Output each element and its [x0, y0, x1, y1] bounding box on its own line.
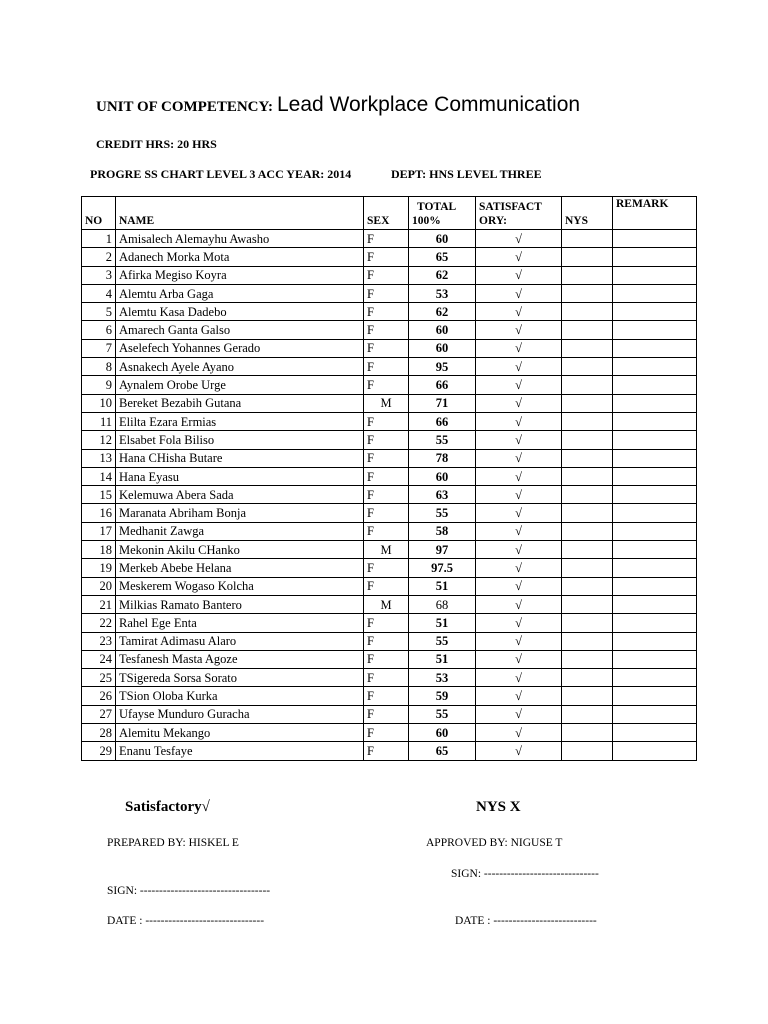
row-sex: F	[364, 559, 409, 577]
row-name: Aselefech Yohannes Gerado	[116, 339, 364, 357]
col-satisfactory	[476, 197, 562, 230]
row-satisfactory: √	[476, 431, 562, 449]
row-total: 66	[409, 376, 476, 394]
row-remark	[613, 376, 697, 394]
row-sex: F	[364, 522, 409, 540]
row-name: Aynalem Orobe Urge	[116, 376, 364, 394]
row-satisfactory: √	[476, 339, 562, 357]
row-satisfactory: √	[476, 266, 562, 284]
row-satisfactory: √	[476, 724, 562, 742]
row-remark	[613, 522, 697, 540]
legend-nys-label: NYS	[476, 799, 507, 815]
row-no: 20	[82, 577, 116, 595]
col-sat-line2: ORY:	[479, 215, 507, 227]
row-sex: F	[364, 230, 409, 248]
row-remark	[613, 321, 697, 339]
row-remark	[613, 504, 697, 522]
row-no: 4	[82, 284, 116, 302]
row-remark	[613, 559, 697, 577]
row-total: 60	[409, 467, 476, 485]
row-satisfactory: √	[476, 559, 562, 577]
row-name: Elsabet Fola Biliso	[116, 431, 364, 449]
row-total: 51	[409, 577, 476, 595]
row-sex: F	[364, 266, 409, 284]
row-name: Tesfanesh Masta Agoze	[116, 650, 364, 668]
row-no: 27	[82, 705, 116, 723]
row-no: 11	[82, 412, 116, 430]
sign-left: SIGN: ----------------------------------	[107, 885, 271, 897]
row-nys	[562, 376, 613, 394]
row-name: Afirka Megiso Koyra	[116, 266, 364, 284]
row-no: 8	[82, 358, 116, 376]
legend-satisfactory: Satisfactory√	[125, 799, 210, 815]
row-total: 55	[409, 504, 476, 522]
row-name: Adanech Morka Mota	[116, 248, 364, 266]
row-sex: M	[364, 595, 409, 613]
row-remark	[613, 595, 697, 613]
row-sex: F	[364, 504, 409, 522]
approved-by: APPROVED BY: NIGUSE T	[426, 837, 563, 849]
row-sex: F	[364, 284, 409, 302]
row-remark	[613, 614, 697, 632]
row-satisfactory: √	[476, 669, 562, 687]
table-row	[82, 541, 697, 559]
row-remark	[613, 742, 697, 760]
row-satisfactory: √	[476, 595, 562, 613]
row-satisfactory: √	[476, 248, 562, 266]
row-satisfactory: √	[476, 504, 562, 522]
row-satisfactory: √	[476, 614, 562, 632]
col-no: NO	[82, 197, 116, 230]
table-row	[82, 504, 697, 522]
row-satisfactory: √	[476, 486, 562, 504]
unit-of-competency	[96, 93, 580, 117]
row-satisfactory: √	[476, 541, 562, 559]
row-no: 21	[82, 595, 116, 613]
row-remark	[613, 431, 697, 449]
row-sex: F	[364, 321, 409, 339]
row-total: 60	[409, 230, 476, 248]
row-total: 60	[409, 724, 476, 742]
row-nys	[562, 559, 613, 577]
row-total: 53	[409, 669, 476, 687]
row-nys	[562, 394, 613, 412]
row-name: Hana Eyasu	[116, 467, 364, 485]
row-satisfactory: √	[476, 650, 562, 668]
row-name: Rahel Ege Enta	[116, 614, 364, 632]
row-sex: F	[364, 632, 409, 650]
row-name: Maranata Abriham Bonja	[116, 504, 364, 522]
col-sex: SEX	[364, 197, 409, 230]
table-row	[82, 687, 697, 705]
row-remark	[613, 284, 697, 302]
row-total: 65	[409, 248, 476, 266]
row-remark	[613, 577, 697, 595]
row-no: 10	[82, 394, 116, 412]
row-nys	[562, 522, 613, 540]
row-no: 5	[82, 303, 116, 321]
row-remark	[613, 541, 697, 559]
row-total: 53	[409, 284, 476, 302]
row-nys	[562, 358, 613, 376]
row-remark	[613, 266, 697, 284]
row-total: 97.5	[409, 559, 476, 577]
row-name: Elilta Ezara Ermias	[116, 412, 364, 430]
row-remark	[613, 669, 697, 687]
table-row	[82, 266, 697, 284]
row-satisfactory: √	[476, 376, 562, 394]
department-line: DEPT: HNS LEVEL THREE	[391, 167, 542, 181]
row-nys	[562, 742, 613, 760]
row-sex: F	[364, 650, 409, 668]
row-sex: F	[364, 248, 409, 266]
row-name: Kelemuwa Abera Sada	[116, 486, 364, 504]
date-right: DATE : ---------------------------	[455, 915, 597, 927]
row-total: 95	[409, 358, 476, 376]
legend-nys-mark: X	[509, 799, 521, 815]
table-row	[82, 321, 697, 339]
row-no: 18	[82, 541, 116, 559]
legend-nys	[476, 799, 521, 816]
row-nys	[562, 412, 613, 430]
row-name: TSigereda Sorsa Sorato	[116, 669, 364, 687]
row-total: 71	[409, 394, 476, 412]
row-no: 29	[82, 742, 116, 760]
row-nys	[562, 687, 613, 705]
table-row	[82, 394, 697, 412]
row-total: 51	[409, 650, 476, 668]
row-name: Milkias Ramato Bantero	[116, 595, 364, 613]
row-remark	[613, 339, 697, 357]
table-row	[82, 376, 697, 394]
row-name: Amarech Ganta Galso	[116, 321, 364, 339]
row-satisfactory: √	[476, 321, 562, 339]
progress-table	[81, 196, 697, 761]
row-name: Medhanit Zawga	[116, 522, 364, 540]
table-row	[82, 705, 697, 723]
row-total: 51	[409, 614, 476, 632]
row-sex: F	[364, 412, 409, 430]
table-row	[82, 614, 697, 632]
table-row	[82, 248, 697, 266]
table-row	[82, 632, 697, 650]
row-name: Meskerem Wogaso Kolcha	[116, 577, 364, 595]
table-row	[82, 230, 697, 248]
row-no: 3	[82, 266, 116, 284]
row-no: 16	[82, 504, 116, 522]
row-nys	[562, 541, 613, 559]
row-total: 63	[409, 486, 476, 504]
row-nys	[562, 467, 613, 485]
row-sex: F	[364, 614, 409, 632]
row-nys	[562, 705, 613, 723]
row-total: 55	[409, 431, 476, 449]
table-row	[82, 559, 697, 577]
table-row	[82, 449, 697, 467]
row-nys	[562, 724, 613, 742]
table-row	[82, 595, 697, 613]
row-satisfactory: √	[476, 705, 562, 723]
row-nys	[562, 248, 613, 266]
unit-label: UNIT OF COMPETENCY:	[96, 99, 273, 115]
row-name: TSion Oloba Kurka	[116, 687, 364, 705]
row-remark	[613, 687, 697, 705]
row-no: 28	[82, 724, 116, 742]
row-sex: F	[364, 577, 409, 595]
table-row	[82, 467, 697, 485]
table-row	[82, 431, 697, 449]
unit-name: Lead Workplace Communication	[276, 93, 581, 116]
row-remark	[613, 394, 697, 412]
row-remark	[613, 303, 697, 321]
row-nys	[562, 303, 613, 321]
row-no: 25	[82, 669, 116, 687]
row-sex: F	[364, 724, 409, 742]
table-row	[82, 412, 697, 430]
progress-chart-line: PROGRE SS CHART LEVEL 3 ACC YEAR: 2014	[90, 167, 352, 181]
row-nys	[562, 266, 613, 284]
row-sex: F	[364, 358, 409, 376]
row-name: Asnakech Ayele Ayano	[116, 358, 364, 376]
row-name: Alemitu Mekango	[116, 724, 364, 742]
row-total: 97	[409, 541, 476, 559]
row-nys	[562, 230, 613, 248]
row-remark	[613, 724, 697, 742]
row-name: Alemtu Kasa Dadebo	[116, 303, 364, 321]
row-total: 60	[409, 321, 476, 339]
col-remark: REMARK	[613, 197, 697, 230]
table-row	[82, 358, 697, 376]
table-row	[82, 742, 697, 760]
row-satisfactory: √	[476, 577, 562, 595]
table-row	[82, 669, 697, 687]
row-total: 78	[409, 449, 476, 467]
row-no: 12	[82, 431, 116, 449]
row-remark	[613, 412, 697, 430]
col-nys: NYS	[562, 197, 613, 230]
table-row	[82, 303, 697, 321]
prepared-by: PREPARED BY: HISKEL E	[107, 837, 239, 849]
row-satisfactory: √	[476, 412, 562, 430]
row-nys	[562, 595, 613, 613]
row-no: 13	[82, 449, 116, 467]
row-no: 24	[82, 650, 116, 668]
row-no: 22	[82, 614, 116, 632]
row-total: 65	[409, 742, 476, 760]
row-sex: F	[364, 449, 409, 467]
row-sex: F	[364, 669, 409, 687]
row-name: Bereket Bezabih Gutana	[116, 394, 364, 412]
row-satisfactory: √	[476, 687, 562, 705]
row-total: 62	[409, 303, 476, 321]
col-total-line1: TOTAL	[417, 201, 457, 213]
row-name: Enanu Tesfaye	[116, 742, 364, 760]
row-sex: F	[364, 339, 409, 357]
table-row	[82, 284, 697, 302]
row-nys	[562, 486, 613, 504]
row-sex: M	[364, 394, 409, 412]
col-total-line2: 100%	[412, 215, 441, 227]
row-sex: F	[364, 303, 409, 321]
table-row	[82, 724, 697, 742]
date-left: DATE : -------------------------------	[107, 915, 265, 927]
row-name: Ufayse Munduro Guracha	[116, 705, 364, 723]
row-satisfactory: √	[476, 449, 562, 467]
row-remark	[613, 486, 697, 504]
row-nys	[562, 669, 613, 687]
row-name: Hana CHisha Butare	[116, 449, 364, 467]
row-nys	[562, 614, 613, 632]
row-nys	[562, 284, 613, 302]
row-satisfactory: √	[476, 394, 562, 412]
row-satisfactory: √	[476, 303, 562, 321]
row-satisfactory: √	[476, 522, 562, 540]
table-row	[82, 522, 697, 540]
row-total: 66	[409, 412, 476, 430]
row-satisfactory: √	[476, 742, 562, 760]
row-total: 55	[409, 705, 476, 723]
sign-right: SIGN: ------------------------------	[451, 868, 599, 880]
row-remark	[613, 650, 697, 668]
row-nys	[562, 504, 613, 522]
row-sex: F	[364, 486, 409, 504]
row-remark	[613, 230, 697, 248]
col-sat-line1: SATISFACT	[479, 201, 542, 213]
row-nys	[562, 577, 613, 595]
table-row	[82, 339, 697, 357]
row-no: 17	[82, 522, 116, 540]
row-name: Tamirat Adimasu Alaro	[116, 632, 364, 650]
row-no: 1	[82, 230, 116, 248]
row-no: 2	[82, 248, 116, 266]
row-total: 55	[409, 632, 476, 650]
row-name: Mekonin Akilu CHanko	[116, 541, 364, 559]
row-satisfactory: √	[476, 467, 562, 485]
table-header-row	[82, 197, 697, 230]
row-no: 19	[82, 559, 116, 577]
col-total	[409, 197, 476, 230]
row-remark	[613, 358, 697, 376]
row-nys	[562, 449, 613, 467]
row-no: 15	[82, 486, 116, 504]
row-no: 9	[82, 376, 116, 394]
row-name: Alemtu Arba Gaga	[116, 284, 364, 302]
row-total: 62	[409, 266, 476, 284]
row-satisfactory: √	[476, 358, 562, 376]
row-no: 14	[82, 467, 116, 485]
row-no: 7	[82, 339, 116, 357]
row-remark	[613, 467, 697, 485]
row-satisfactory: √	[476, 284, 562, 302]
row-satisfactory: √	[476, 632, 562, 650]
table-row	[82, 650, 697, 668]
row-name: Amisalech Alemayhu Awasho	[116, 230, 364, 248]
row-sex: M	[364, 541, 409, 559]
row-sex: F	[364, 376, 409, 394]
table-row	[82, 577, 697, 595]
row-no: 26	[82, 687, 116, 705]
row-no: 23	[82, 632, 116, 650]
col-name: NAME	[116, 197, 364, 230]
row-sex: F	[364, 742, 409, 760]
row-total: 58	[409, 522, 476, 540]
table-row	[82, 486, 697, 504]
row-total: 60	[409, 339, 476, 357]
row-remark	[613, 449, 697, 467]
row-sex: F	[364, 431, 409, 449]
row-remark	[613, 248, 697, 266]
row-name: Merkeb Abebe Helana	[116, 559, 364, 577]
row-remark	[613, 705, 697, 723]
row-sex: F	[364, 687, 409, 705]
row-total: 59	[409, 687, 476, 705]
row-no: 6	[82, 321, 116, 339]
row-sex: F	[364, 467, 409, 485]
row-sex: F	[364, 705, 409, 723]
row-total: 68	[409, 595, 476, 613]
row-remark	[613, 632, 697, 650]
row-nys	[562, 321, 613, 339]
credit-hours: CREDIT HRS: 20 HRS	[96, 137, 217, 151]
row-nys	[562, 632, 613, 650]
row-nys	[562, 431, 613, 449]
row-satisfactory: √	[476, 230, 562, 248]
row-nys	[562, 650, 613, 668]
row-nys	[562, 339, 613, 357]
